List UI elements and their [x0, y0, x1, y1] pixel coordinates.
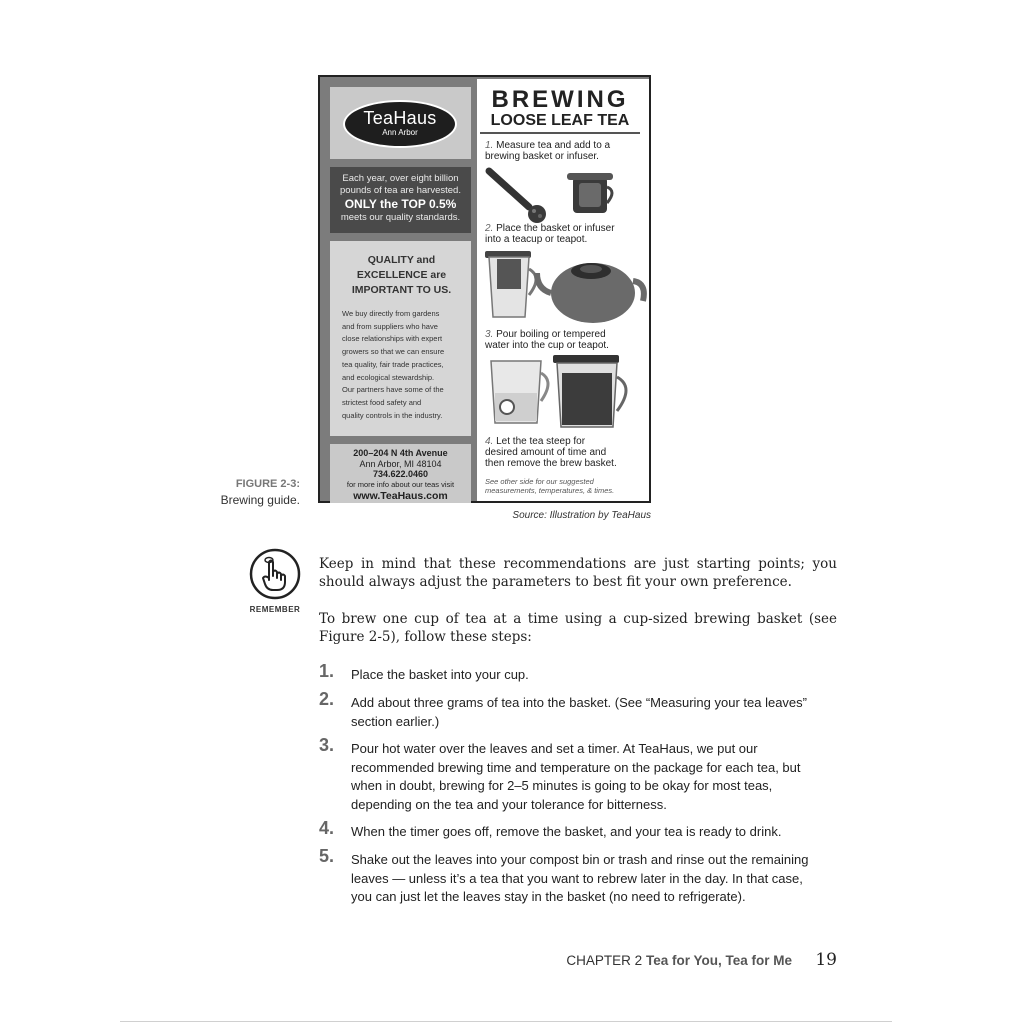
teapot-icon	[537, 263, 644, 323]
teahaus-logo	[343, 100, 457, 148]
list-item: Shake out the leaves into your compost bin or trash and rinse out the remaining leaves — unless it’s a tea that you want to rebrew later in the day. In that case, you can just let the leaves stay in the basket (no need to refrigerate).	[351, 852, 809, 904]
quality-heading-1: QUALITY and	[367, 254, 436, 266]
brewing-title: BREWING	[491, 86, 629, 113]
figure-step-3: 3. Pour boiling or tempered water into the cup or teapot.	[485, 329, 609, 351]
measuring-cup-icon	[491, 361, 548, 423]
quality-body-line: and ecological stewardship.	[342, 372, 435, 382]
figure-step-2: 2. Place the basket or infuser into a teacup or teapot.	[485, 223, 615, 245]
cup-and-teapot-illustration	[481, 247, 651, 327]
figure-caption-text: Brewing guide.	[220, 493, 300, 507]
list-number: 5.	[319, 846, 335, 866]
address-city: Ann Arbor, MI 48104	[359, 458, 442, 469]
list-number: 4.	[319, 818, 335, 838]
quality-body-line: strictest food safety and	[342, 397, 422, 407]
logo-sub: Ann Arbor	[382, 128, 418, 137]
address-box	[330, 444, 471, 503]
stat-line-3: meets our quality standards.	[340, 212, 461, 223]
list-item: Pour hot water over the leaves and set a timer. At TeaHaus, we put our recommended brewing time and temperature on the package for each tea, but when in doubt, brewing for 2–5 minutes is going to be okay for most teas, depending on the tea and your tolerance for bitterness.	[351, 741, 801, 812]
footer-chapter-title: Tea for You, Tea for Me	[645, 953, 792, 968]
figure-right-panel	[477, 79, 649, 501]
quality-body-line: growers so that we can ensure	[342, 347, 445, 357]
teahaus-logo-box	[330, 87, 471, 159]
pouring-water-illustration	[481, 353, 651, 435]
brewing-guide-figure	[318, 75, 651, 503]
remember-finger-icon	[249, 548, 301, 600]
figure-step-4: 4. Let the tea steep for desired amount of time and then remove the brew basket.	[485, 436, 617, 469]
harvest-stat-box	[330, 167, 471, 233]
quality-body-line: We buy directly from gardens	[342, 309, 440, 318]
spoon-and-infuser-illustration	[481, 163, 651, 225]
list-number: 3.	[319, 735, 335, 755]
quality-body	[342, 308, 461, 422]
figure-left-panel	[330, 87, 471, 502]
tea-mug-icon	[553, 355, 626, 427]
address-more-info: for more info about our teas visit	[346, 479, 455, 489]
footer-chapter-number: CHAPTER 2	[566, 953, 643, 968]
figure-footnote: See other side for our suggested measurements, temperatures, & times.	[485, 477, 615, 495]
quality-heading-2: EXCELLENCE are	[356, 269, 447, 281]
quality-body-line: close relationships with expert	[342, 334, 443, 344]
list-number: 1.	[319, 661, 335, 681]
infuser-icon	[567, 173, 613, 213]
list-item: Add about three grams of tea into the basket. (See “Measuring your tea leaves” section earlier.)	[351, 695, 807, 729]
stat-highlight: ONLY the TOP 0.5%	[344, 197, 457, 211]
list-item: When the timer goes off, remove the basket, and your tea is ready to drink.	[351, 824, 782, 839]
list-item: Place the basket into your cup.	[351, 667, 529, 682]
running-footer	[500, 953, 792, 968]
bottom-divider	[120, 1021, 892, 1022]
intro-paragraph: To brew one cup of tea at a time using a cup-sized brewing basket (see Figure 2-5), follow these steps:	[319, 611, 837, 645]
figure-step-1: 1. Measure tea and add to a brewing basket or infuser.	[485, 140, 611, 162]
quality-heading-3: IMPORTANT TO US.	[351, 284, 452, 296]
glass-cup-icon	[485, 251, 536, 317]
stat-line-2: pounds of tea are harvested.	[340, 185, 461, 196]
quality-body-line: Our partners have some of the	[342, 385, 444, 395]
page-number: 19	[815, 950, 837, 970]
address-street: 200–204 N 4th Avenue	[353, 448, 448, 458]
quality-body-line: quality controls in the industry.	[342, 410, 443, 420]
address-website: www.TeaHaus.com	[353, 490, 448, 502]
address-phone: 734.622.0460	[372, 469, 429, 479]
stat-line-1: Each year, over eight billion	[342, 173, 459, 184]
quality-body-line: and from suppliers who have	[342, 321, 438, 331]
logo-name: TeaHaus	[363, 108, 437, 128]
brewing-subtitle: LOOSE LEAF TEA	[480, 112, 640, 134]
measuring-spoon-icon	[489, 171, 546, 223]
quality-box	[330, 241, 471, 436]
quality-body-line: tea quality, fair trade practices,	[342, 359, 444, 369]
figure-caption-label: FIGURE 2-3:	[235, 478, 300, 490]
list-number: 2.	[319, 689, 335, 709]
remember-label: REMEMBER	[249, 605, 301, 614]
figure-source: Source: Illustration by TeaHaus	[512, 510, 651, 521]
remember-paragraph: Keep in mind that these recommendations are just starting points; you should always adjust the parameters to best fit your own preference.	[319, 556, 837, 590]
